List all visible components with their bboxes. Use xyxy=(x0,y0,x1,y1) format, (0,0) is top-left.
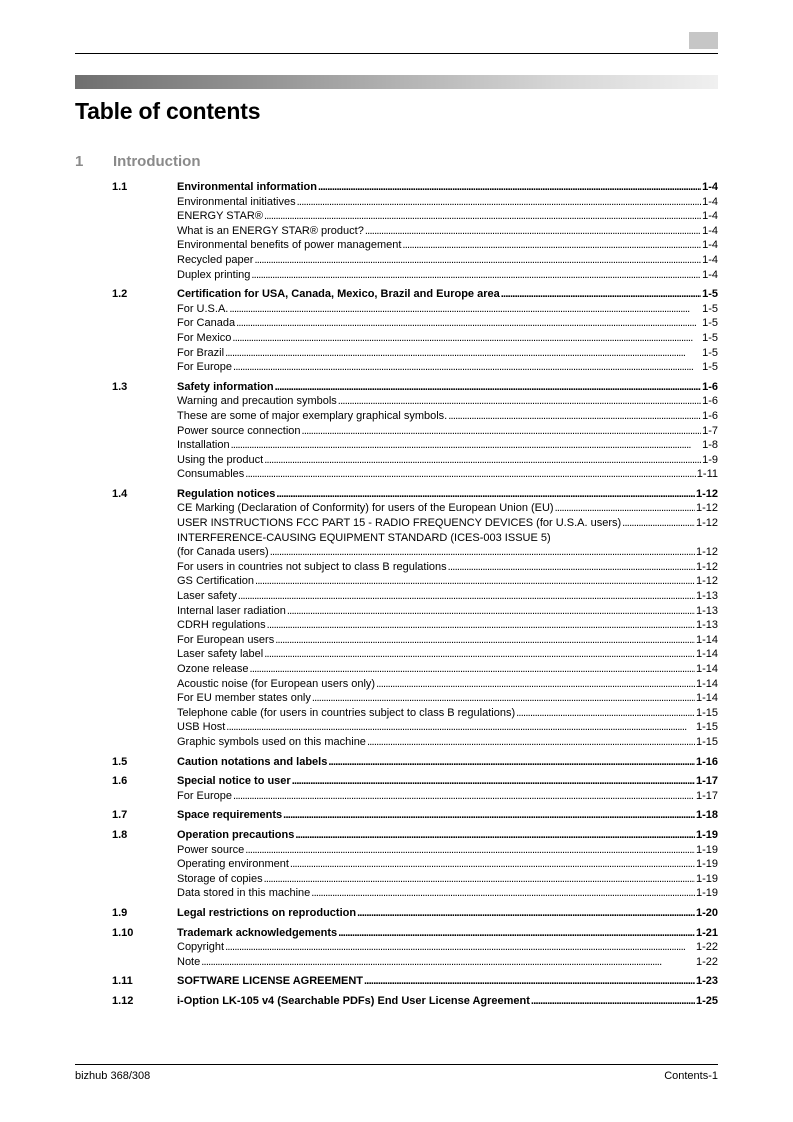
entry-title: Consumables xyxy=(177,468,245,481)
toc-entry-link[interactable] xyxy=(177,331,718,346)
dot-leader xyxy=(283,808,695,823)
dot-leader xyxy=(367,735,695,750)
entry-title: Duplex printing xyxy=(177,268,251,281)
dot-leader xyxy=(264,872,695,887)
entry-page-number: 1-4 xyxy=(702,195,718,208)
table-of-contents xyxy=(112,180,718,1013)
entry-page-number: 1-14 xyxy=(695,692,718,705)
entry-title: Internal laser radiation xyxy=(177,604,286,617)
entry-page-number: 1-15 xyxy=(695,735,718,748)
entry-page-number: 1-5 xyxy=(702,346,718,359)
toc-entry-link[interactable] xyxy=(177,677,718,692)
entry-page-number: 1-19 xyxy=(695,828,718,841)
entry-title: Environmental information xyxy=(177,181,317,193)
entry-title: Copyright xyxy=(177,941,225,954)
toc-entry-link[interactable] xyxy=(177,224,718,239)
toc-section xyxy=(112,180,718,282)
toc-entry-link[interactable] xyxy=(177,195,718,210)
entry-title: For U.S.A. xyxy=(177,302,229,315)
dot-leader xyxy=(328,755,695,770)
dot-leader xyxy=(531,994,695,1009)
entry-title: ENERGY STAR® xyxy=(177,210,263,223)
entry-page-number: 1-12 xyxy=(695,487,718,500)
entry-page-number: 1-12 xyxy=(695,546,718,559)
toc-section-link[interactable] xyxy=(177,487,718,502)
dot-leader xyxy=(295,828,695,843)
entry-title: These are some of major exemplary graphical symbols. xyxy=(177,409,448,422)
entry-title: What is an ENERGY STAR® product? xyxy=(177,224,364,237)
toc-section-link[interactable] xyxy=(177,755,718,770)
toc-entry-link[interactable] xyxy=(177,955,718,970)
entry-page-number: 1-20 xyxy=(695,906,718,919)
entry-title: For Mexico xyxy=(177,331,232,344)
toc-entry-link[interactable] xyxy=(177,706,718,721)
entry-title: Laser safety label xyxy=(177,648,264,661)
entry-title: CDRH regulations xyxy=(177,619,266,632)
entry-title: Operating environment xyxy=(177,858,289,871)
entry-page-number: 1-11 xyxy=(696,468,718,481)
entry-page-number: 1-5 xyxy=(702,317,718,330)
dot-leader xyxy=(365,224,701,239)
toc-section-link[interactable] xyxy=(177,828,718,843)
toc-entry-link[interactable] xyxy=(177,604,718,619)
entry-title: Recycled paper xyxy=(177,253,254,266)
footer-rule xyxy=(75,1064,718,1065)
entry-page-number: 1-12 xyxy=(695,575,718,588)
dot-leader xyxy=(402,238,701,253)
toc-entry-link[interactable] xyxy=(177,453,718,468)
toc-section-link[interactable] xyxy=(177,906,718,921)
toc-entry-link[interactable] xyxy=(177,531,718,546)
entry-page-number: 1-13 xyxy=(695,619,718,632)
dot-leader xyxy=(297,195,701,210)
entry-page-number: 1-6 xyxy=(702,395,718,408)
entry-title: GS Certification xyxy=(177,575,255,588)
toc-section-link[interactable] xyxy=(177,994,718,1009)
page-title: Table of contents xyxy=(75,98,261,124)
entry-page-number: 1-8 xyxy=(702,439,718,452)
entry-title: Legal restrictions on reproduction xyxy=(177,906,357,919)
dot-leader xyxy=(287,604,695,619)
section-number: 1.7 xyxy=(112,809,128,822)
entry-page-number: 1-6 xyxy=(702,409,718,422)
entry-page-number: 1-4 xyxy=(702,224,718,237)
toc-section-link[interactable] xyxy=(177,974,718,989)
entry-page-number: 1-6 xyxy=(702,380,718,393)
entry-page-number: 1-19 xyxy=(695,843,718,856)
entry-page-number: 1-14 xyxy=(695,677,718,690)
section-number: 1.3 xyxy=(112,380,128,393)
entry-title: Installation xyxy=(177,439,230,452)
dot-leader xyxy=(245,843,695,858)
entry-title: Environmental benefits of power management xyxy=(177,239,402,252)
entry-title: Safety information xyxy=(177,380,274,393)
entry-page-number: 1-18 xyxy=(695,809,718,822)
dot-leader xyxy=(251,268,701,283)
dot-leader xyxy=(233,360,701,375)
chapter-title: Introduction xyxy=(113,153,201,170)
toc-section xyxy=(112,974,718,989)
dot-leader xyxy=(516,706,695,721)
toc-entry-link[interactable] xyxy=(177,424,718,439)
dot-leader xyxy=(232,331,701,346)
section-number: 1.5 xyxy=(112,755,128,768)
dot-leader xyxy=(290,857,695,872)
entry-page-number: 1-4 xyxy=(702,268,718,281)
entry-title: Warning and precaution symbols xyxy=(177,395,337,408)
entry-page-number: 1-15 xyxy=(695,721,718,734)
entry-title: Acoustic noise (for European users only) xyxy=(177,677,376,690)
entry-title: INTERFERENCE-CAUSING EQUIPMENT STANDARD (ICES-003 ISSUE 5) xyxy=(177,531,551,544)
dot-leader xyxy=(357,906,695,921)
toc-entry-link[interactable] xyxy=(177,394,718,409)
toc-section-link[interactable] xyxy=(177,808,718,823)
entry-page-number: 1-5 xyxy=(702,361,718,374)
toc-entry-link[interactable] xyxy=(177,302,718,317)
entry-page-number: 1-23 xyxy=(695,975,718,988)
toc-section xyxy=(112,287,718,375)
dot-leader xyxy=(233,789,695,804)
toc-section xyxy=(112,994,718,1009)
entry-page-number: 1-22 xyxy=(695,941,718,954)
section-number: 1.6 xyxy=(112,775,128,788)
dot-leader xyxy=(364,974,695,989)
toc-entry-link[interactable] xyxy=(177,940,718,955)
toc-entry-link[interactable] xyxy=(177,209,718,224)
dot-leader xyxy=(501,287,701,302)
entry-title: For users in countries not subject to class B regulations xyxy=(177,560,447,573)
dot-leader xyxy=(292,774,695,789)
footer-page-number: Contents-1 xyxy=(664,1070,718,1082)
toc-entry-link[interactable] xyxy=(177,268,718,283)
section-number: 1.11 xyxy=(112,975,133,988)
entry-page-number: 1-19 xyxy=(695,858,718,871)
entry-title: Regulation notices xyxy=(177,487,276,500)
entry-page-number: 1-12 xyxy=(695,560,718,573)
chapter-heading[interactable] xyxy=(75,153,200,170)
dot-leader xyxy=(555,501,695,516)
entry-title: Operation precautions xyxy=(177,828,295,841)
toc-section-link[interactable] xyxy=(177,926,718,941)
toc-entry-link[interactable] xyxy=(177,589,718,604)
toc-entry-link[interactable] xyxy=(177,618,718,633)
footer-product-name: bizhub 368/308 xyxy=(75,1070,151,1082)
entry-title: For European users xyxy=(177,633,275,646)
toc-entry-link[interactable] xyxy=(177,346,718,361)
toc-section xyxy=(112,755,718,770)
entry-page-number: 1-22 xyxy=(695,955,718,968)
dot-leader xyxy=(245,467,696,482)
toc-entry-link[interactable] xyxy=(177,253,718,268)
toc-entry-link[interactable] xyxy=(177,857,718,872)
toc-entry-link[interactable] xyxy=(177,516,718,531)
entry-page-number: 1-5 xyxy=(702,288,718,301)
toc-entry-link[interactable] xyxy=(177,574,718,589)
toc-entry-link[interactable] xyxy=(177,467,718,482)
entry-title: Data stored in this machine xyxy=(177,887,311,900)
entry-title: Telephone cable (for users in countries subject to class B regulations) xyxy=(177,706,516,719)
dot-leader xyxy=(236,316,701,331)
dot-leader xyxy=(264,453,701,468)
dot-leader xyxy=(238,589,695,604)
entry-title: For Canada xyxy=(177,317,236,330)
entry-title: (for Canada users) xyxy=(177,546,269,559)
entry-title: USER INSTRUCTIONS FCC PART 15 - RADIO FREQUENCY DEVICES (for U.S.A. users) xyxy=(177,517,622,530)
entry-title: SOFTWARE LICENSE AGREEMENT xyxy=(177,975,363,988)
dot-leader xyxy=(229,302,701,317)
section-number: 1.12 xyxy=(112,994,134,1007)
entry-title: Environmental initiatives xyxy=(177,195,296,208)
entry-title: Graphic symbols used on this machine xyxy=(177,735,366,748)
dot-leader xyxy=(448,409,701,424)
toc-section xyxy=(112,906,718,921)
toc-entry-link[interactable] xyxy=(177,501,718,516)
dot-leader xyxy=(622,516,695,531)
entry-page-number: 1-14 xyxy=(695,633,718,646)
dot-leader xyxy=(225,346,701,361)
dot-leader xyxy=(376,677,695,692)
toc-entry-link[interactable] xyxy=(177,438,718,453)
entry-page-number: 1-9 xyxy=(702,453,718,466)
entry-title: Space requirements xyxy=(177,809,283,822)
entry-title: i-Option LK-105 v4 (Searchable PDFs) End User License Agreement xyxy=(177,994,530,1007)
section-number: 1.8 xyxy=(112,828,128,841)
toc-entry-link[interactable] xyxy=(177,720,718,735)
dot-leader xyxy=(231,438,702,453)
toc-section xyxy=(112,380,718,482)
chapter-number: 1 xyxy=(75,153,84,170)
toc-section-link[interactable] xyxy=(177,774,718,789)
toc-entry-link[interactable] xyxy=(177,647,718,662)
entry-title: Storage of copies xyxy=(177,872,263,885)
entry-title: Laser safety xyxy=(177,590,237,603)
toc-section xyxy=(112,926,718,970)
toc-entry-link[interactable] xyxy=(177,886,718,901)
entry-title: CE Marking (Declaration of Conformity) for users of the European Union (EU) xyxy=(177,502,554,515)
toc-section xyxy=(112,774,718,803)
toc-section-link[interactable] xyxy=(177,180,718,195)
section-number: 1.9 xyxy=(112,906,128,919)
entry-page-number: 1-19 xyxy=(695,887,718,900)
toc-entry-link[interactable] xyxy=(177,843,718,858)
dot-leader xyxy=(264,647,695,662)
entry-page-number: 1-4 xyxy=(702,181,718,193)
toc-entry-link[interactable] xyxy=(177,560,718,575)
toc-entry-link[interactable] xyxy=(177,633,718,648)
entry-title: For Europe xyxy=(177,789,233,802)
toc-entry-link[interactable] xyxy=(177,409,718,424)
dot-leader xyxy=(276,487,695,502)
dot-leader xyxy=(311,886,695,901)
entry-title: Trademark acknowledgements xyxy=(177,926,338,939)
toc-section-link[interactable] xyxy=(177,380,718,395)
entry-page-number: 1-4 xyxy=(702,253,718,266)
entry-page-number: 1-14 xyxy=(695,663,718,675)
dot-leader xyxy=(270,545,695,560)
entry-title: USB Host xyxy=(177,721,226,734)
toc-section xyxy=(112,808,718,823)
dot-leader xyxy=(275,380,702,395)
dot-leader xyxy=(275,633,695,648)
dot-leader xyxy=(338,394,701,409)
entry-title: For Europe xyxy=(177,361,233,374)
entry-page-number: 1-12 xyxy=(695,517,718,530)
dot-leader xyxy=(448,560,695,575)
entry-page-number: 1-13 xyxy=(695,590,718,603)
entry-title: Power source xyxy=(177,843,245,856)
toc-entry-link[interactable] xyxy=(177,662,718,677)
toc-entry-link[interactable] xyxy=(177,545,718,560)
entry-page-number: 1-17 xyxy=(695,789,718,802)
dot-leader xyxy=(264,209,701,224)
section-number: 1.4 xyxy=(112,487,128,500)
entry-page-number: 1-7 xyxy=(702,424,718,437)
entry-title: Special notice to user xyxy=(177,775,291,788)
dot-leader xyxy=(250,662,695,677)
section-number: 1.1 xyxy=(112,181,128,193)
entry-page-number: 1-16 xyxy=(695,755,718,768)
entry-page-number: 1-13 xyxy=(695,604,718,617)
toc-entry-link[interactable] xyxy=(177,238,718,253)
header-tab-marker xyxy=(689,32,718,49)
entry-title: Ozone release xyxy=(177,663,249,675)
toc-section-link[interactable] xyxy=(177,287,718,302)
toc-entry-link[interactable] xyxy=(177,735,718,750)
entry-page-number: 1-17 xyxy=(695,775,718,788)
header-rule xyxy=(75,53,718,54)
entry-title: Note xyxy=(177,955,201,968)
entry-title: Certification for USA, Canada, Mexico, Brazil and Europe area xyxy=(177,288,500,301)
title-gradient-bar xyxy=(75,75,718,89)
entry-title: For Brazil xyxy=(177,346,225,359)
entry-page-number: 1-21 xyxy=(695,926,718,939)
toc-section xyxy=(112,828,718,901)
dot-leader xyxy=(254,253,701,268)
entry-page-number: 1-5 xyxy=(702,302,718,315)
entry-page-number: 1-15 xyxy=(695,706,718,719)
entry-page-number: 1-5 xyxy=(702,331,718,344)
toc-entry-link[interactable] xyxy=(177,872,718,887)
entry-page-number: 1-14 xyxy=(695,648,718,661)
toc-section xyxy=(112,487,718,750)
entry-page-number: 1-19 xyxy=(695,872,718,885)
dot-leader xyxy=(201,955,695,970)
toc-entry-link[interactable] xyxy=(177,789,718,804)
dot-leader xyxy=(302,424,702,439)
dot-leader xyxy=(312,691,695,706)
entry-page-number: 1-12 xyxy=(695,502,718,515)
dot-leader xyxy=(226,720,695,735)
dot-leader xyxy=(267,618,695,633)
entry-title: Power source connection xyxy=(177,424,301,437)
entry-title: Using the product xyxy=(177,453,264,466)
entry-page-number: 1-4 xyxy=(702,239,718,252)
dot-leader xyxy=(318,180,701,195)
entry-title: Caution notations and labels xyxy=(177,755,328,768)
section-number: 1.2 xyxy=(112,288,128,301)
entry-page-number: 1-25 xyxy=(695,994,718,1007)
toc-entry-link[interactable] xyxy=(177,316,718,331)
dot-leader xyxy=(338,926,695,941)
toc-entry-link[interactable] xyxy=(177,360,718,375)
entry-page-number: 1-4 xyxy=(702,210,718,223)
dot-leader xyxy=(225,940,695,955)
dot-leader xyxy=(255,574,695,589)
toc-entry-link[interactable] xyxy=(177,691,718,706)
section-number: 1.10 xyxy=(112,926,134,939)
entry-title: For EU member states only xyxy=(177,692,311,705)
